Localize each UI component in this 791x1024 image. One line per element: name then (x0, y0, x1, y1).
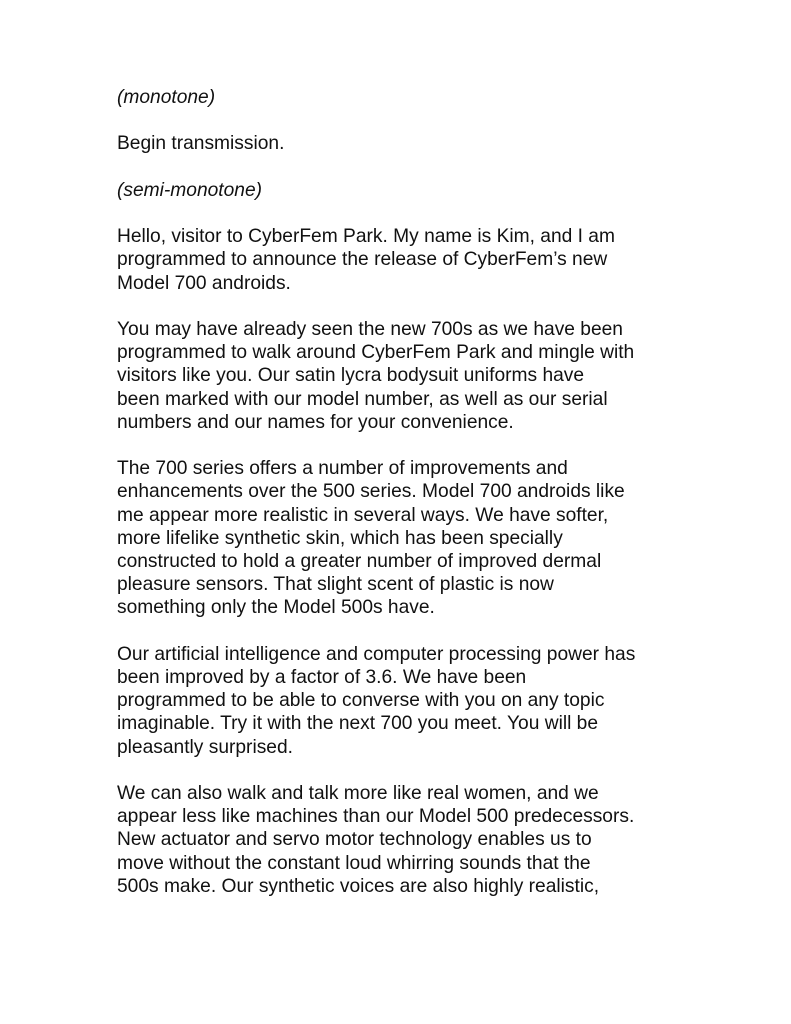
dialogue-intelligence: Our artificial intelligence and computer processing power has been improved by a factor of 3.6. We have been programmed to be able to converse with you on any topic imaginable. Try it with the next 700 you meet. You will be pleasantly surprised. (117, 643, 636, 758)
dialogue-begin-transmission: Begin transmission. (117, 133, 285, 155)
stage-direction-semi-monotone: (semi-monotone) (117, 179, 263, 201)
script-page (117, 86, 737, 921)
dialogue-introduction: Hello, visitor to CyberFem Park. My name is Kim, and I am programmed to announce the release of CyberFem’s new Model 700 androids. (117, 226, 615, 294)
dialogue-movement: We can also walk and talk more like real women, and we appear less like machines than our Model 500 predecessors. New actuator and servo motor technology enables us to move without the constant loud whirring sounds that the 500s make. Our synthetic voices are also highly realistic, (117, 782, 635, 897)
dialogue-uniforms: You may have already seen the new 700s as we have been programmed to walk around CyberFem Park and mingle with visitors like you. Our satin lycra bodysuit uniforms have been marked with our model number, as well as our serial numbers and our names for your convenience. (117, 318, 635, 433)
dialogue-improvements: The 700 series offers a number of improvements and enhancements over the 500 series. Model 700 androids like me appear more realistic in several ways. We have softer, more lifelike synthetic skin, which has been specially constructed to hold a greater number of improved dermal pleasure sensors. That slight scent of plastic is now something only the Model 500s have. (117, 458, 625, 619)
stage-direction-monotone: (monotone) (117, 87, 216, 108)
